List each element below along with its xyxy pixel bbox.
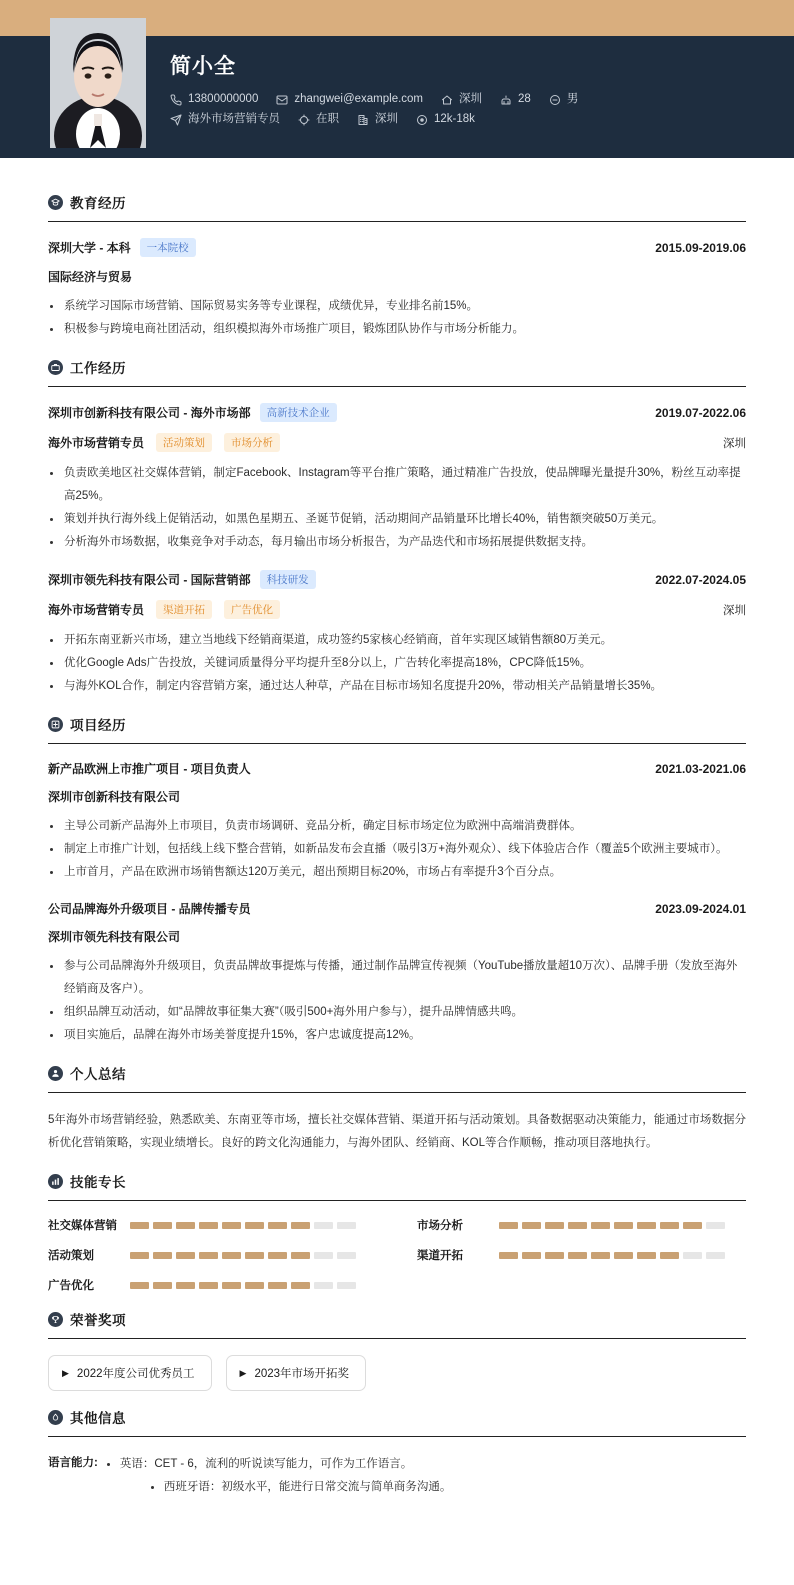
skill-segment	[706, 1222, 725, 1229]
list-item: 系统学习国际市场营销、国际贸易实务等专业课程，成绩优异，专业排名前15%。	[48, 295, 746, 318]
work-role-row	[48, 433, 746, 452]
header-body	[170, 36, 794, 126]
skill-segment	[199, 1282, 218, 1289]
education-date: 2015.09-2019.06	[655, 241, 746, 255]
skill-segment	[130, 1282, 149, 1289]
info-icon	[48, 1410, 63, 1425]
section-header-education	[48, 178, 746, 222]
section-summary	[48, 1049, 746, 1155]
work-date: 2022.07-2024.05	[655, 573, 746, 587]
skill-segment	[337, 1282, 356, 1289]
skill-segment	[545, 1222, 564, 1229]
project-title: 新产品欧洲上市推广项目 - 项目负责人	[48, 762, 251, 776]
work-entry-head	[48, 403, 746, 422]
skill-label: 社交媒体营销	[48, 1220, 117, 1232]
skill-segment	[130, 1222, 149, 1229]
skill-row	[417, 1217, 746, 1233]
skill-segment	[314, 1282, 333, 1289]
trophy-icon	[48, 1312, 63, 1327]
skill-label: 市场分析	[417, 1220, 463, 1232]
skill-segment	[153, 1222, 172, 1229]
work-company: 深圳市创新科技有限公司 - 海外市场部	[48, 406, 251, 420]
skill-segment	[499, 1222, 518, 1229]
skill-segment	[291, 1222, 310, 1229]
contact-age	[500, 94, 531, 106]
city-icon	[357, 114, 369, 126]
section-header-projects	[48, 700, 746, 744]
section-header-other-info	[48, 1393, 746, 1437]
triangle-right-icon: ▶	[239, 1367, 247, 1378]
section-title-work: 工作经历	[70, 361, 126, 376]
skill-segment	[314, 1252, 333, 1259]
list-item: 优化Google Ads广告投放，关键词质量得分平均提升至8分以上，广告转化率提高18%，CPC降低15%。	[48, 652, 746, 675]
list-item: 上市首月，产品在欧洲市场销售额达120万美元，超出预期目标20%，市场占有率提升3个百分点。	[48, 861, 746, 884]
project-entry	[48, 744, 746, 884]
briefcase-icon	[48, 360, 63, 375]
project-bullets	[48, 815, 746, 884]
salary-icon	[416, 114, 428, 126]
skill-segment	[176, 1222, 195, 1229]
send-icon	[170, 114, 182, 126]
skill-segment	[199, 1252, 218, 1259]
page-title: 简小全	[170, 55, 236, 78]
contact-age-value: 28	[518, 93, 531, 106]
skill-level-bar	[499, 1252, 725, 1259]
work-role-tag: 市场分析	[224, 433, 280, 452]
skill-segment	[660, 1252, 679, 1259]
skill-segment	[706, 1252, 725, 1259]
home-icon	[441, 94, 453, 106]
work-role-tag: 广告优化	[224, 600, 280, 619]
skill-segment	[683, 1252, 702, 1259]
work-company-tag: 科技研发	[260, 570, 316, 589]
project-icon	[48, 717, 63, 732]
work-city	[357, 114, 398, 126]
skill-segment	[176, 1282, 195, 1289]
skill-level-bar	[130, 1222, 356, 1229]
skill-segment	[614, 1222, 633, 1229]
section-projects	[48, 700, 746, 1047]
work-role-row	[48, 600, 746, 619]
skill-segment	[130, 1252, 149, 1259]
skill-segment	[268, 1252, 287, 1259]
section-work	[48, 343, 746, 698]
job-intent-value: 海外市场营销专员	[188, 113, 280, 126]
work-company-tag: 高新技术企业	[260, 403, 337, 422]
skill-segment	[245, 1282, 264, 1289]
skill-segment	[499, 1252, 518, 1259]
chart-icon	[48, 1174, 63, 1189]
skill-segment	[591, 1252, 610, 1259]
person-icon	[48, 1066, 63, 1081]
list-item: 制定上市推广计划，包括线上线下整合营销，如新品发布会直播（吸引3万+海外观众）、线下体验店合作（覆盖5个欧洲主要城市）。	[48, 838, 746, 861]
portrait-photo-icon	[50, 18, 146, 148]
work-date: 2019.07-2022.06	[655, 406, 746, 420]
triangle-right-icon: ▶	[62, 1367, 69, 1378]
contact-hometown	[441, 94, 482, 106]
skill-segment	[545, 1252, 564, 1259]
skill-row	[417, 1247, 746, 1263]
expected-salary	[416, 114, 475, 126]
section-title-skills: 技能专长	[70, 1175, 126, 1190]
honors-list	[48, 1355, 746, 1391]
section-education	[48, 178, 746, 341]
skill-segment	[568, 1252, 587, 1259]
resume-content	[0, 158, 794, 1535]
skill-segment	[660, 1222, 679, 1229]
project-entry	[48, 884, 746, 1047]
list-item: 分析海外市场数据，收集竞争对手动态，每月输出市场分析报告，为产品迭代和市场拓展提供数据支持。	[48, 531, 746, 554]
project-date: 2021.03-2021.06	[655, 762, 746, 776]
contact-email-value: zhangwei@example.com	[294, 93, 424, 106]
list-item: 与海外KOL合作，制定内容营销方案，通过达人种草，产品在目标市场知名度提升20%，带动相关产品销量增长35%。	[48, 675, 746, 698]
job-status-value: 在职	[316, 113, 339, 126]
project-title: 公司品牌海外升级项目 - 品牌传播专员	[48, 902, 251, 916]
work-entry	[48, 554, 746, 698]
mail-icon	[276, 94, 288, 106]
work-role-block	[48, 433, 280, 452]
skill-row	[48, 1217, 377, 1233]
skill-segment	[568, 1222, 587, 1229]
skill-segment	[291, 1282, 310, 1289]
section-header-skills	[48, 1157, 746, 1201]
other-info-block	[48, 1453, 746, 1499]
work-company-block	[48, 570, 316, 589]
list-item: 策划并执行海外线上促销活动，如黑色星期五、圣诞节促销，活动期间产品销量环比增长40%，销售额突破50万美元。	[48, 508, 746, 531]
skill-segment	[314, 1222, 333, 1229]
education-major: 国际经济与贸易	[48, 270, 133, 284]
skill-segment	[337, 1222, 356, 1229]
skill-label: 渠道开拓	[417, 1250, 463, 1262]
work-entry	[48, 387, 746, 554]
list-item: 西班牙语：初级水平，能进行日常交流与简单商务沟通。	[148, 1476, 452, 1499]
skill-segment	[268, 1222, 287, 1229]
contact-row-primary	[170, 94, 770, 106]
contact-email	[276, 94, 423, 106]
project-entry-head	[48, 900, 746, 917]
work-company-block	[48, 403, 337, 422]
skill-segment	[291, 1252, 310, 1259]
project-bullets	[48, 955, 746, 1047]
work-company: 深圳市领先科技有限公司 - 国际营销部	[48, 573, 251, 587]
skill-level-bar	[499, 1222, 725, 1229]
list-item: 主导公司新产品海外上市项目，负责市场调研、竞品分析，确定目标市场定位为欧洲中高端消费群体。	[48, 815, 746, 838]
work-role: 海外市场营销专员	[48, 603, 145, 617]
section-title-other-info: 其他信息	[70, 1411, 126, 1426]
skill-segment	[222, 1252, 241, 1259]
list-item: 参与公司品牌海外升级项目，负责品牌故事提炼与传播，通过制作品牌宣传视频（YouTube播放量超10万次）、品牌手册（发放至海外经销商及客户）。	[48, 955, 746, 1001]
section-skills	[48, 1157, 746, 1293]
skill-label: 广告优化	[48, 1280, 94, 1292]
section-title-education: 教育经历	[70, 196, 126, 211]
education-bullets	[48, 295, 746, 341]
contact-phone-value: 13800000000	[188, 93, 259, 106]
language-list	[104, 1453, 452, 1499]
section-header-summary	[48, 1049, 746, 1093]
skill-segment	[591, 1222, 610, 1229]
list-item: 积极参与跨境电商社团活动，组织模拟海外市场推广项目，锻炼团队协作与市场分析能力。	[48, 318, 746, 341]
skill-segment	[176, 1252, 195, 1259]
project-entry-head	[48, 760, 746, 777]
skill-row	[48, 1277, 377, 1293]
skill-label: 活动策划	[48, 1250, 94, 1262]
section-honors	[48, 1295, 746, 1391]
list-item: 项目实施后，品牌在海外市场美誉度提升15%，客户忠诚度提高12%。	[48, 1024, 746, 1047]
skills-grid	[48, 1217, 746, 1293]
avatar	[50, 18, 146, 148]
work-bullets	[48, 462, 746, 554]
resume-header	[0, 36, 794, 158]
list-item: 负责欧美地区社交媒体营销，制定Facebook、Instagram等平台推广策略，通过精准广告投放，使品牌曝光量提升30%，粉丝互动率提高25%。	[48, 462, 746, 508]
work-bullets	[48, 629, 746, 698]
education-entry-head	[48, 238, 746, 257]
work-role: 海外市场营销专员	[48, 436, 145, 450]
skill-segment	[637, 1252, 656, 1259]
skill-level-bar	[130, 1252, 356, 1259]
education-tag: 一本院校	[140, 238, 196, 257]
project-org: 深圳市领先科技有限公司	[48, 930, 181, 944]
project-title-block	[48, 760, 251, 777]
skill-segment	[614, 1252, 633, 1259]
education-entry	[48, 222, 746, 341]
skill-segment	[153, 1282, 172, 1289]
section-title-projects: 项目经历	[70, 718, 126, 733]
honor-chip[interactable]	[48, 1355, 212, 1391]
phone-icon	[170, 94, 182, 106]
project-title-block	[48, 900, 251, 917]
skill-segment	[222, 1282, 241, 1289]
work-location: 深圳	[723, 604, 746, 617]
job-status	[298, 114, 339, 126]
skill-segment	[153, 1252, 172, 1259]
work-role-tag: 渠道开拓	[156, 600, 212, 619]
project-date: 2023.09-2024.01	[655, 902, 746, 916]
job-intent	[170, 114, 280, 126]
section-title-honors: 荣誉奖项	[70, 1313, 126, 1328]
section-title-summary: 个人总结	[70, 1067, 126, 1082]
work-entry-head	[48, 570, 746, 589]
skill-segment	[245, 1222, 264, 1229]
status-icon	[298, 114, 310, 126]
education-school-block	[48, 238, 196, 257]
education-school: 深圳大学 - 本科	[48, 241, 131, 255]
work-location: 深圳	[723, 437, 746, 450]
skill-level-bar	[130, 1282, 356, 1289]
contact-row-secondary	[170, 114, 770, 126]
honor-label: 2022年度公司优秀员工	[76, 1368, 195, 1380]
gender-icon	[549, 94, 561, 106]
contact-gender	[549, 94, 579, 106]
list-item: 英语：CET - 6，流利的听说读写能力，可作为工作语言。	[104, 1453, 452, 1476]
language-label: 语言能力:	[48, 1457, 98, 1469]
work-role-block	[48, 600, 280, 619]
list-item: 开拓东南亚新兴市场，建立当地线下经销商渠道，成功签约5家核心经销商，首年实现区域销售额80万美元。	[48, 629, 746, 652]
section-header-work	[48, 343, 746, 387]
work-city-value: 深圳	[375, 113, 398, 126]
expected-salary-value: 12k-18k	[434, 113, 475, 126]
skill-segment	[199, 1222, 218, 1229]
skill-segment	[245, 1252, 264, 1259]
summary-text: 5年海外市场营销经验，熟悉欧美、东南亚等市场，擅长社交媒体营销、渠道开拓与活动策划。具备数据驱动决策能力，能通过市场数据分析优化营销策略，实现业绩增长。良好的跨文化沟通能力，与海外团队、经销商、KOL等合作顺畅，推动项目落地执行。	[48, 1114, 746, 1149]
skill-segment	[222, 1222, 241, 1229]
section-header-honors	[48, 1295, 746, 1339]
skill-segment	[268, 1282, 287, 1289]
honor-chip[interactable]	[226, 1355, 367, 1391]
contact-gender-value: 男	[566, 93, 579, 106]
honor-label: 2023年市场开拓奖	[254, 1368, 350, 1380]
contact-hometown-value: 深圳	[459, 93, 483, 106]
list-item: 组织品牌互动活动，如“品牌故事征集大赛”（吸引500+海外用户参与），提升品牌情感共鸣。	[48, 1001, 746, 1024]
skill-segment	[522, 1252, 541, 1259]
skill-segment	[683, 1222, 702, 1229]
skill-segment	[337, 1252, 356, 1259]
work-role-tag: 活动策划	[156, 433, 212, 452]
skill-segment	[637, 1222, 656, 1229]
project-org: 深圳市创新科技有限公司	[48, 790, 181, 804]
skill-segment	[522, 1222, 541, 1229]
birthday-icon	[500, 94, 512, 106]
graduation-icon	[48, 195, 63, 210]
section-other-info	[48, 1393, 746, 1499]
skill-row	[48, 1247, 377, 1263]
contact-phone	[170, 94, 258, 106]
